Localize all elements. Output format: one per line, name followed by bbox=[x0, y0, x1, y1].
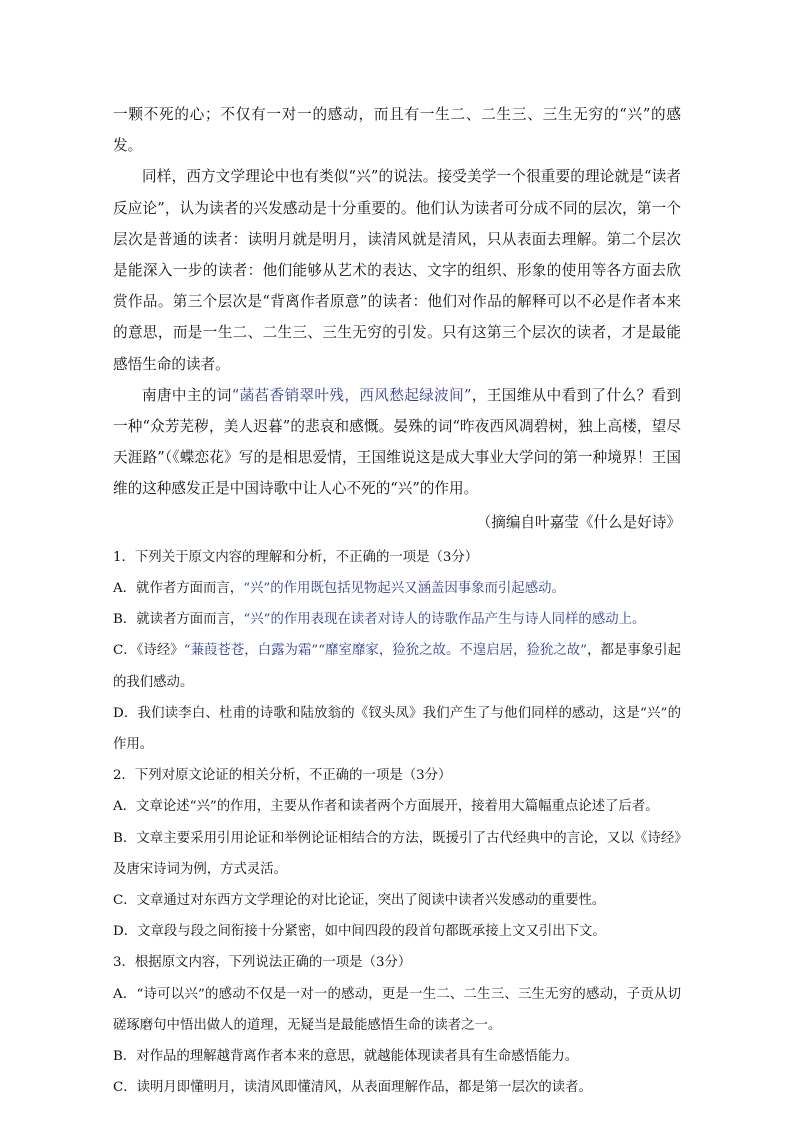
passage-paragraph-2 bbox=[113, 380, 681, 505]
option-label: A．就作者方面而言， bbox=[113, 581, 244, 597]
question-1-option-d: D．我们读李白、杜甫的诗歌和陆放翁的《钗头凤》我们产生了与他们同样的感动，这是“兴”的作用。 bbox=[113, 705, 681, 753]
question-3-option-c: C．读明月即懂明月，读清风即懂清风，从表面理解作品，都是第一层次的读者。 bbox=[113, 1080, 592, 1096]
question-2-option-b: B．文章主要采用引用论证和举例论证相结合的方法，既援引了古代经典中的言论，又以《诗经》及唐宋诗词为例，方式灵活。 bbox=[113, 830, 681, 877]
question-1-stem: 1．下列关于原文内容的理解和分析，不正确的一项是（3分） bbox=[113, 549, 479, 565]
question-1-option-b bbox=[113, 604, 681, 635]
option-label: B．就读者方面而言， bbox=[113, 612, 244, 628]
passage-paragraph-2-lead: 南唐中主的词 bbox=[142, 386, 232, 404]
question-2-option-d: D．文章段与段之间衔接十分紧密，如中间四段的段首句都既承接上文又引出下文。 bbox=[113, 924, 606, 940]
source-citation: （摘编自叶嘉莹《什么是好诗》 bbox=[476, 513, 681, 531]
option-label: C．《诗经》 bbox=[113, 643, 184, 659]
question-1-option-a bbox=[113, 573, 681, 604]
question-2-stem: 2．下列对原文论证的相关分析，不正确的一项是（3分） bbox=[113, 768, 452, 784]
question-1-option-c bbox=[113, 635, 681, 697]
option-text: “兴”的作用既包括见物起兴又涵盖因事象而引起感动。 bbox=[243, 581, 565, 597]
question-2-option-c: C．文章通过对东西方文学理论的对比论证，突出了阅读中读者兴发感动的重要性。 bbox=[113, 893, 606, 909]
question-3-stem: 3．根据原文内容，下列说法正确的一项是（3分） bbox=[113, 955, 412, 971]
question-3-option-a: A．“诗可以兴”的感动不仅是一对一的感动，更是一生二、二生三、三生无穷的感动，子贡从切磋琢磨句中悟出做人的道理，无疑当是最能感悟生命的读者之一。 bbox=[113, 986, 681, 1033]
passage-paragraph-2-rest: ，王国维从中看到了什么？看到一种“众芳芜秽，美人迟暮”的悲哀和感慨。晏殊的词“昨夜西风凋碧树，独上高楼，望尽天涯路”（《蝶恋花》写的是相思爱情，王国维说这是成大事业大学问的第一种境界！王国维的这种感发正是中国诗歌中让人心不死的“兴”的作用。 bbox=[113, 386, 681, 498]
option-text: ，都是事象引起的我们感动。 bbox=[113, 643, 681, 690]
poem-quote: “菡萏香销翠叶残，西风愁起绿波间” bbox=[231, 386, 472, 404]
option-quote: “蒹葭苍苍，白露为霜”“靡室靡家，猃狁之故。不遑启居，猃狁之故” bbox=[183, 643, 588, 659]
option-text: “兴”的作用表现在读者对诗人的诗歌作品产生与诗人同样的感动上。 bbox=[243, 612, 646, 628]
question-3-option-b: B．对作品的理解越背离作者本来的意思，就越能体现读者具有生命感悟能力。 bbox=[113, 1049, 579, 1065]
passage-paragraph-1: 同样，西方文学理论中也有类似“兴”的说法。接受美学一个很重要的理论就是“读者反应论”，认为读者的兴发感动是十分重要的。他们认为读者可分成不同的层次，第一个层次是普通的读者：读明月就是明月，读清风就是清风，只从表面去理解。第二个层次是能深入一步的读者：他们能够从艺术的表达、文字的组织、形象的使用等各方面去欣赏作品。第三个层次是“背离作者原意”的读者：他们对作品的解释可以不必是作者本来的意思，而是一生二、二生三、三生无穷的引发。只有这第三个层次的读者，才是最能感悟生命的读者。 bbox=[113, 168, 681, 373]
document-content bbox=[113, 99, 681, 1104]
question-2-option-a: A．文章论述“兴”的作用，主要从作者和读者两个方面展开，接着用大篇幅重点论述了后者。 bbox=[113, 799, 659, 815]
passage-paragraph-0: 一颗不死的心；不仅有一对一的感动，而且有一生二、二生三、三生无穷的“兴”的感发。 bbox=[113, 106, 681, 155]
